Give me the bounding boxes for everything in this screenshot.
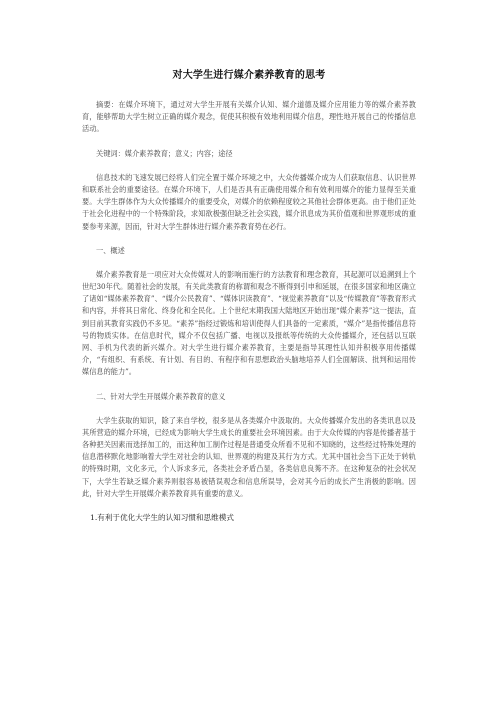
significance-paragraph: 大学生获取的知识，除了来自学校，很多是从各类媒介中汲取的。大众传播媒介发出的各类讯息以及其所营造的媒介环境，已经成为影响大学生成长的重要社会环境因素。由于大众传媒的内容是传播者基于各种把关因素而选择加工的，而这种加工制作过程是普通受众所看不见和不知晓的，这些经过特殊处理的信息潜移默化地影响着大学生对社会的认知、世界观的构建及其行为方式。尤其中国社会当下正处于转轨的特殊时期，文化多元，个人诉求多元，各类社会矛盾凸显，各类信息良莠不齐。在这种复杂的社会状况下，大学生若缺乏媒介素养则很容易被错误观念和信息所误导，会对其今后的成长产生消极的影响。因此，针对大学生开展媒介素养教育具有重要的意义。: [82, 415, 416, 498]
section-heading-significance: 二、针对大学生开展媒介素养教育的意义: [96, 391, 226, 401]
subsection-heading-1: 1.有利于优化大学生的认知习惯和思维模式: [90, 513, 234, 523]
section-heading-overview: 一、概述: [96, 245, 125, 255]
document-page: [82, 66, 416, 524]
abstract-paragraph: 摘要：在媒介环境下，通过对大学生开展有关媒介认知、媒介道德及媒介应用能力等的媒介素养教育，能够帮助大学生树立正确的媒介观念，促使其积极有效地利用媒介信息，理性地开展自己的传播信息活动。: [82, 100, 416, 134]
document-title: 对大学生进行媒介素养教育的思考: [172, 70, 326, 81]
overview-paragraph: 媒介素养教育是一项应对大众传媒对人的影响而施行的方法教育和理念教育，其起源可以追溯到上个世纪30年代。随着社会的发展，有关此类教育的称谓和观念不断得到引申和延展，在很多国家和地区确立了诸如“媒体素养教育”、“媒介公民教育”、“媒体识读教育”、“视觉素养教育”以及“传媒教育”等教育形式和内容，并将其日常化、终身化和全民化。上个世纪末期我国大陆地区开始出现“媒介素养”这一提法，直到目前其教育实践仍不多见。“素养”指经过锻炼和培训使得人们具备的一定素质，“媒介”是指传播信息符号的物质实体。在信息时代，媒介不仅包括广播、电视以及报纸等传统的大众传播媒介，还包括以互联网、手机为代表的新兴媒介。对大学生进行媒介素养教育，主要是指导其理性认知并积极享用传播媒介，“有组织、有系统、有计划、有目的、有程序和有思想政治头脑地培养人们全面解读、批判和运用传媒信息的能力”。: [82, 269, 416, 377]
keywords-line: 关键词：媒介素养教育；意义；内容；途径: [96, 148, 233, 158]
intro-paragraph: 信息技术的飞速发展已经将人们完全置于媒介环境之中，大众传播媒介成为人们获取信息、认识世界和联系社会的重要途径。在媒介环境下，人们是否具有正确使用媒介和有效利用媒介的能力显得至关重要。大学生群体作为大众传播媒介的重要受众，对媒介的依赖程度较之其他社会群体更高。由于他们正处于社会化进程中的一个特殊阶段，求知欲极强但缺乏社会实践，媒介讯息成为其价值观和世界观形成的重要参考来源，因而，针对大学生群体进行媒介素养教育势在必行。: [82, 172, 416, 231]
